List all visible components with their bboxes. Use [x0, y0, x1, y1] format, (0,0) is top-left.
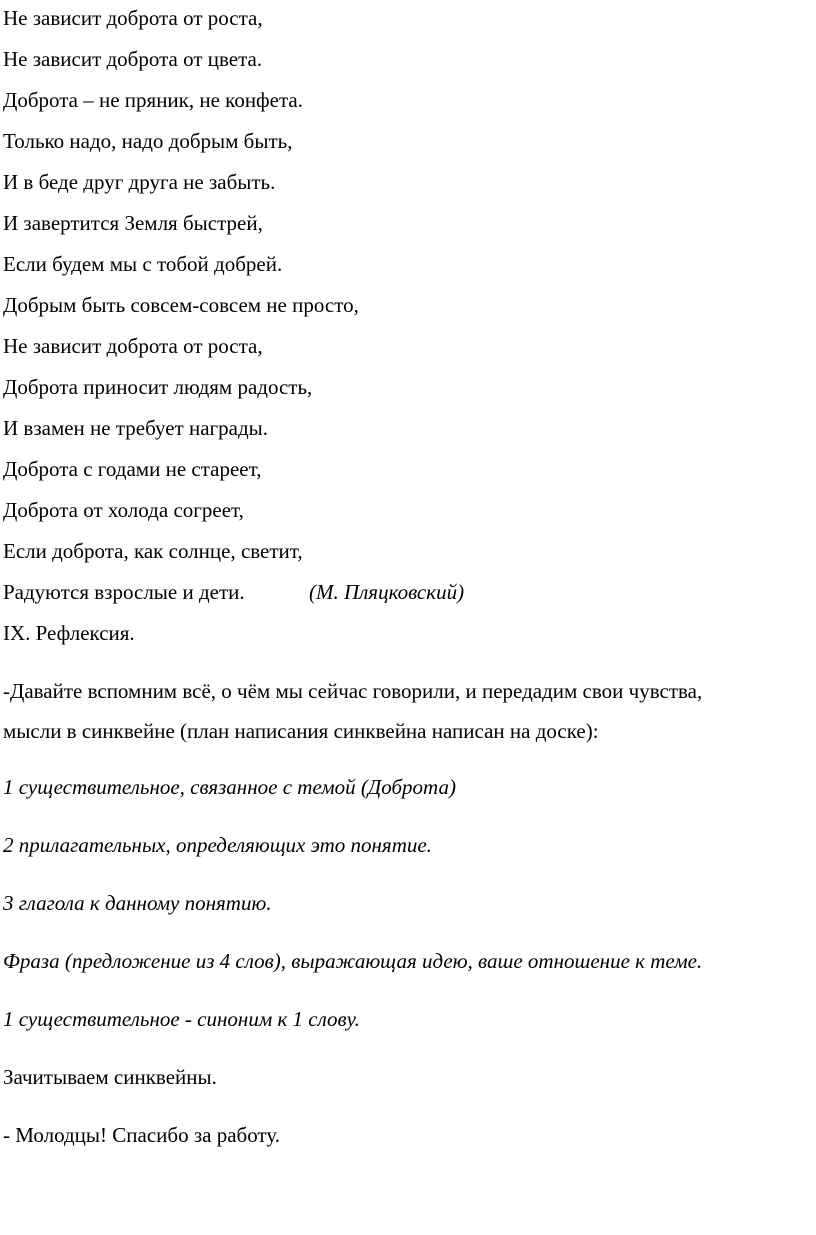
poem-line: И завертится Земля быстрей,: [3, 211, 263, 235]
poem-line: Добрым быть совсем-совсем не просто,: [3, 293, 359, 317]
plan-item: Фраза (предложение из 4 слов), выражающая идею, ваше отношение к теме.: [3, 949, 703, 973]
poem-line: Доброта приносит людям радость,: [3, 375, 313, 399]
poem-line: И взамен не требует награды.: [3, 416, 269, 440]
poem-line: И в беде друг друга не забыть.: [3, 170, 276, 194]
poem-line: Доброта – не пряник, не конфета.: [3, 88, 303, 112]
poem-line: Только надо, надо добрым быть,: [3, 129, 293, 153]
poem-line: Не зависит доброта от роста,: [3, 334, 263, 358]
poem-line: Доброта с годами не стареет,: [3, 457, 262, 481]
poem-line: Не зависит доброта от цвета.: [3, 47, 263, 71]
section-heading: IX. Рефлексия.: [3, 621, 135, 645]
reading-text: Зачитываем синквейны.: [3, 1065, 217, 1089]
intro-text: -Давайте вспомним всё, о чём мы сейчас говорили, и передадим свои чувства,: [3, 679, 703, 703]
poem-line: Не зависит доброта от роста,: [3, 6, 263, 30]
plan-item: 1 существительное - синоним к 1 слову.: [3, 1007, 360, 1031]
closing-text: - Молодцы! Спасибо за работу.: [3, 1123, 280, 1147]
plan-item: 3 глагола к данному понятию.: [3, 891, 272, 915]
poem-line: Если доброта, как солнце, светит,: [3, 539, 303, 563]
poem-line: Радуются взрослые и дети.: [3, 580, 245, 604]
plan-item: 1 существительное, связанное с темой (Доброта): [3, 775, 456, 799]
poem-line: Если будем мы с тобой добрей.: [3, 252, 283, 276]
intro-text: мысли в синквейне (план написания синквейна написан на доске):: [3, 719, 599, 743]
plan-item: 2 прилагательных, определяющих это понятие.: [3, 833, 432, 857]
poem-line: Доброта от холода согреет,: [3, 498, 244, 522]
poem-author: (М. Пляцковский): [309, 580, 465, 604]
poem-last-line: [3, 579, 245, 605]
